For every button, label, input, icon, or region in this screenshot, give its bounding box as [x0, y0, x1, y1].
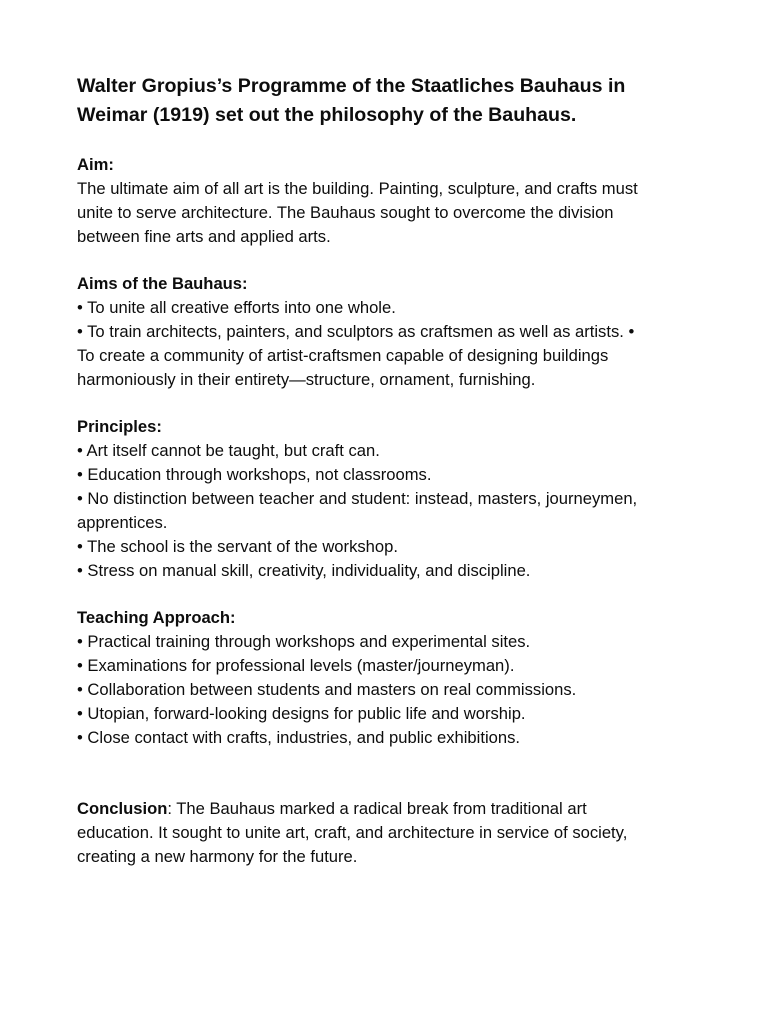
title-line: Weimar (1919) set out the philosophy of the Bauhaus.	[77, 104, 577, 126]
teaching-approach-section	[77, 606, 697, 750]
list-item: • Examinations for professional levels (master/journeyman).	[77, 656, 515, 675]
list-item: • No distinction between teacher and student: instead, masters, journeymen,	[77, 489, 638, 508]
conclusion-first-line	[77, 797, 697, 821]
text-line: education. It sought to unite art, craft, and architecture in service of society,	[77, 823, 628, 842]
title-line: Walter Gropius’s Programme of the Staatliches Bauhaus in	[77, 75, 626, 97]
list-item: • The school is the servant of the workshop.	[77, 537, 398, 556]
page-title	[77, 72, 697, 130]
list-item: • Utopian, forward-looking designs for public life and worship.	[77, 704, 526, 723]
aims-of-bauhaus-list	[77, 296, 697, 392]
conclusion-lead: Conclusion	[77, 799, 168, 818]
list-item: To create a community of artist-craftsmen capable of designing buildings	[77, 346, 609, 365]
aim-paragraph	[77, 177, 697, 249]
text-line: The ultimate aim of all art is the building. Painting, sculpture, and crafts must	[77, 179, 638, 198]
list-item: • Education through workshops, not classrooms.	[77, 465, 432, 484]
conclusion-section	[77, 797, 697, 869]
list-item: apprentices.	[77, 513, 168, 532]
list-item: • To train architects, painters, and sculptors as craftsmen as well as artists. •	[77, 322, 635, 341]
text-line: creating a new harmony for the future.	[77, 847, 358, 866]
text-line: unite to serve architecture. The Bauhaus sought to overcome the division	[77, 203, 614, 222]
principles-list	[77, 439, 697, 583]
teaching-approach-heading: Teaching Approach:	[77, 608, 236, 627]
list-item: • To unite all creative efforts into one whole.	[77, 298, 396, 317]
list-item: • Stress on manual skill, creativity, individuality, and discipline.	[77, 561, 531, 580]
principles-section	[77, 415, 697, 583]
aim-section	[77, 153, 697, 249]
list-item: • Close contact with crafts, industries, and public exhibitions.	[77, 728, 520, 747]
list-item: • Practical training through workshops and experimental sites.	[77, 632, 531, 651]
conclusion-paragraph	[77, 797, 697, 869]
list-item: • Art itself cannot be taught, but craft can.	[77, 441, 380, 460]
list-item: • Collaboration between students and masters on real commissions.	[77, 680, 577, 699]
aim-heading: Aim:	[77, 155, 114, 174]
aims-of-bauhaus-section	[77, 272, 697, 392]
aims-of-bauhaus-heading: Aims of the Bauhaus:	[77, 274, 248, 293]
text-line: between fine arts and applied arts.	[77, 227, 331, 246]
conclusion-first-line-text: : The Bauhaus marked a radical break from traditional art	[167, 799, 587, 818]
document-page	[77, 72, 697, 869]
list-item: harmoniously in their entirety—structure, ornament, furnishing.	[77, 370, 536, 389]
principles-heading: Principles:	[77, 417, 162, 436]
teaching-approach-list	[77, 630, 697, 750]
